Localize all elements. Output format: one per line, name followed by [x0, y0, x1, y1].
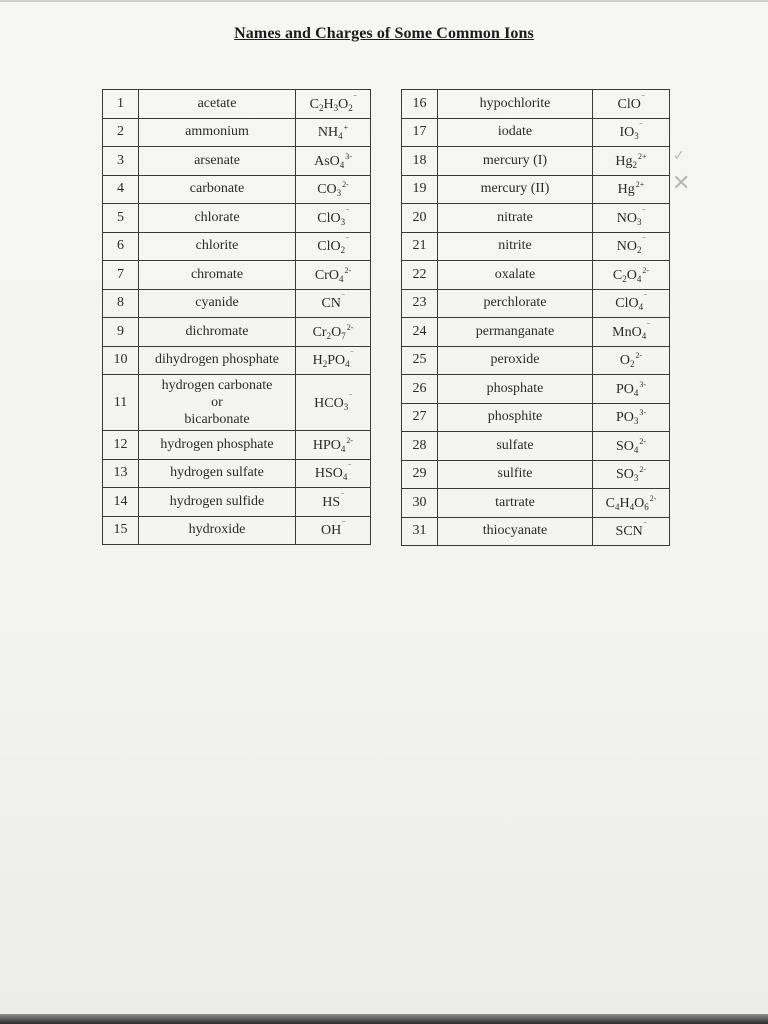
ion-formula: $Hg_2^{2+}$: [593, 147, 670, 176]
ion-formula: HS‾: [296, 488, 371, 517]
ion-formula: $HCO_3^‾$: [296, 375, 371, 431]
ion-formula: ClO$_4$‾: [593, 289, 670, 318]
ion-formula: CrO$_4^{2-}$: [296, 261, 371, 290]
ion-number: 24: [402, 318, 438, 347]
ion-name: nitrite: [438, 232, 593, 261]
ion-formula: ClO$_3$‾: [296, 204, 371, 233]
ion-row: [103, 204, 371, 233]
ion-number: 31: [402, 517, 438, 546]
ion-name: arsenate: [139, 147, 296, 176]
ion-row: [402, 318, 670, 347]
ion-name: carbonate: [139, 175, 296, 204]
ion-name: hydrogen sulfate: [139, 459, 296, 488]
ion-name: ammonium: [139, 118, 296, 147]
ion-formula: MnO$_4$‾: [593, 318, 670, 347]
ion-number: 6: [103, 232, 139, 261]
ions-table-left: [102, 89, 371, 545]
ion-row: [103, 90, 371, 119]
ion-row: [402, 175, 670, 204]
ion-name: tartrate: [438, 489, 593, 518]
ion-row: [402, 204, 670, 233]
ion-formula: $NO_2^‾$: [593, 232, 670, 261]
ion-formula: $PO_4^{3-}$: [593, 375, 670, 404]
ion-row: [103, 147, 371, 176]
ion-row: [402, 346, 670, 375]
ion-row: [103, 232, 371, 261]
ion-formula: $SO_3^{2-}$: [593, 460, 670, 489]
ion-formula: $Hg^{2+}$: [593, 175, 670, 204]
ion-formula: CN‾: [296, 289, 371, 318]
ion-formula: $C_4H_4O_6^{2-}$: [593, 489, 670, 518]
ion-name: hypochlorite: [438, 90, 593, 119]
ion-formula: $PO_3^{3-}$: [593, 403, 670, 432]
ion-formula: $NO_3^‾$: [593, 204, 670, 233]
ion-number: 10: [103, 346, 139, 375]
ion-number: 16: [402, 90, 438, 119]
ion-formula: SCN‾: [593, 517, 670, 546]
ion-row: [402, 289, 670, 318]
ion-formula: $C_2O_4^{2-}$: [593, 261, 670, 290]
ion-name: sulfite: [438, 460, 593, 489]
ion-name: phosphite: [438, 403, 593, 432]
ion-row: [103, 375, 371, 431]
ion-name: permanganate: [438, 318, 593, 347]
ion-row: [103, 346, 371, 375]
ion-formula: $O_2^{2-}$: [593, 346, 670, 375]
ion-row: [103, 261, 371, 290]
page-title: Names and Charges of Some Common Ions: [234, 25, 534, 42]
ion-formula: OH‾: [296, 516, 371, 545]
ion-formula: ClO‾: [593, 90, 670, 119]
ion-name: peroxide: [438, 346, 593, 375]
ion-name-line: bicarbonate: [184, 412, 250, 427]
ion-name: dichromate: [139, 318, 296, 347]
ion-row: [103, 459, 371, 488]
ion-number: 4: [103, 175, 139, 204]
ion-row: [103, 289, 371, 318]
ion-row: [103, 431, 371, 460]
ion-number: 27: [402, 403, 438, 432]
ion-row: [402, 232, 670, 261]
ion-name: oxalate: [438, 261, 593, 290]
paper-top-edge: [0, 0, 768, 2]
ion-name: cyanide: [139, 289, 296, 318]
ion-name: acetate: [139, 90, 296, 119]
ion-number: 8: [103, 289, 139, 318]
ion-number: 22: [402, 261, 438, 290]
ion-name: hydrogen sulfide: [139, 488, 296, 517]
ion-name: chlorite: [139, 232, 296, 261]
ion-number: 7: [103, 261, 139, 290]
ion-formula: $HPO_4^{2-}$: [296, 431, 371, 460]
ion-row: [402, 403, 670, 432]
ion-row: [402, 118, 670, 147]
ion-formula: $Cr_2O_7^{2-}$: [296, 318, 371, 347]
ion-name: nitrate: [438, 204, 593, 233]
ions-table-right: [401, 89, 670, 546]
ion-number: 30: [402, 489, 438, 518]
ion-number: 3: [103, 147, 139, 176]
ion-row: [103, 175, 371, 204]
ion-formula: ClO$_2$‾: [296, 232, 371, 261]
ion-name: phosphate: [438, 375, 593, 404]
ion-number: 25: [402, 346, 438, 375]
ion-number: 14: [103, 488, 139, 517]
ion-formula: AsO$_4^{3-}$: [296, 147, 371, 176]
ion-number: 23: [402, 289, 438, 318]
ion-row: [103, 488, 371, 517]
ion-number: 12: [103, 431, 139, 460]
ion-row: [103, 516, 371, 545]
ion-row: [103, 118, 371, 147]
ion-number: 15: [103, 516, 139, 545]
ion-row: [402, 432, 670, 461]
ion-number: 19: [402, 175, 438, 204]
ion-formula: $SO_4^{2-}$: [593, 432, 670, 461]
ion-name: mercury (II): [438, 175, 593, 204]
ion-name: mercury (I): [438, 147, 593, 176]
ion-number: 21: [402, 232, 438, 261]
ion-row: [402, 460, 670, 489]
ion-name: sulfate: [438, 432, 593, 461]
ion-number: 17: [402, 118, 438, 147]
ion-name-line: or: [211, 395, 223, 410]
ion-number: 9: [103, 318, 139, 347]
ion-name: thiocyanate: [438, 517, 593, 546]
ion-formula: $NH_4^+$: [296, 118, 371, 147]
ion-formula: $H_2PO_4^‾$: [296, 346, 371, 375]
cross-mark-icon: ✕: [672, 171, 691, 196]
scanner-edge: [0, 1014, 768, 1024]
ion-number: 28: [402, 432, 438, 461]
ion-formula: $C_2H_3O_2^‾$: [296, 90, 371, 119]
ion-row: [402, 517, 670, 546]
ion-name: iodate: [438, 118, 593, 147]
ion-row: [402, 261, 670, 290]
ion-name: hydrogen phosphate: [139, 431, 296, 460]
ion-number: 2: [103, 118, 139, 147]
ion-number: 26: [402, 375, 438, 404]
ion-name: [139, 375, 296, 431]
ion-name: perchlorate: [438, 289, 593, 318]
ion-formula: $HSO_4^‾$: [296, 459, 371, 488]
ion-name: chlorate: [139, 204, 296, 233]
ion-row: [103, 318, 371, 347]
ion-row: [402, 90, 670, 119]
ion-number: 11: [103, 375, 139, 431]
ion-formula: $CO_3^{2-}$: [296, 175, 371, 204]
ion-number: 18: [402, 147, 438, 176]
ion-name: dihydrogen phosphate: [139, 346, 296, 375]
ion-row: [402, 147, 670, 176]
ion-number: 1: [103, 90, 139, 119]
ion-number: 5: [103, 204, 139, 233]
check-mark-icon: ✓: [673, 148, 685, 164]
ion-row: [402, 489, 670, 518]
ion-name: hydroxide: [139, 516, 296, 545]
ion-name: chromate: [139, 261, 296, 290]
ion-formula: $IO_3^‾$: [593, 118, 670, 147]
ion-row: [402, 375, 670, 404]
ion-name-line: hydrogen carbonate: [161, 378, 273, 393]
ion-number: 20: [402, 204, 438, 233]
ion-number: 13: [103, 459, 139, 488]
ion-number: 29: [402, 460, 438, 489]
